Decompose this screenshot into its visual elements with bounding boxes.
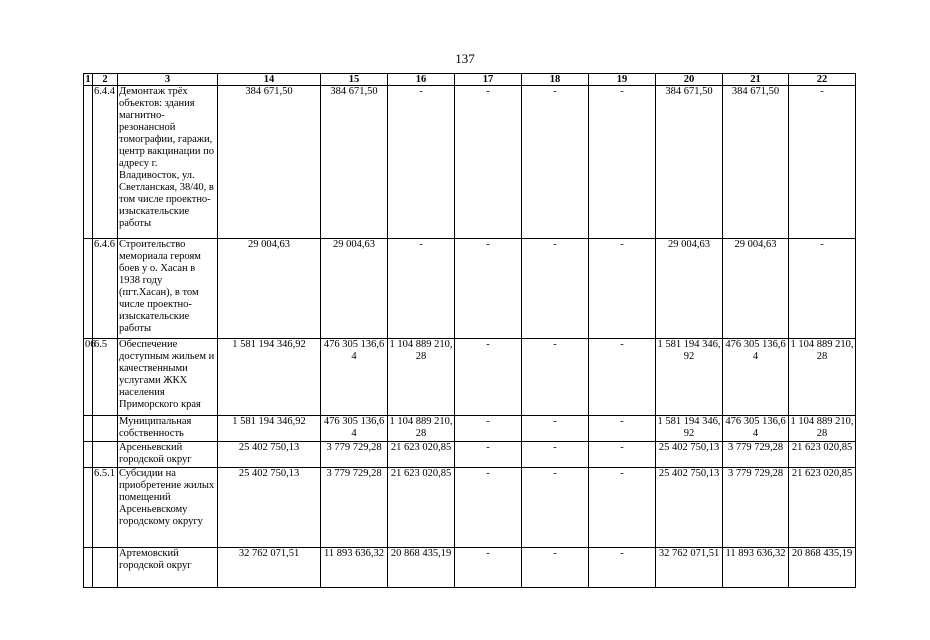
cell-description: Субсидии на приобретение жилых помещений Арсеньевскому городскому округу	[118, 468, 218, 548]
col-header: 2	[93, 74, 118, 86]
cell-value: 29 004,63	[723, 239, 789, 339]
col-header: 16	[388, 74, 455, 86]
cell-value: -	[455, 548, 522, 588]
cell-subcode	[93, 442, 118, 468]
cell-value: -	[522, 86, 589, 239]
cell-value: 25 402 750,13	[218, 468, 321, 548]
cell-value: 476 305 136,64	[723, 339, 789, 416]
cell-value: 1 104 889 210,28	[789, 339, 856, 416]
cell-code	[84, 239, 93, 339]
cell-value: 29 004,63	[656, 239, 723, 339]
cell-value: 384 671,50	[218, 86, 321, 239]
cell-code	[84, 442, 93, 468]
cell-value: -	[455, 339, 522, 416]
cell-value: 20 868 435,19	[789, 548, 856, 588]
cell-value: 384 671,50	[656, 86, 723, 239]
cell-value: -	[522, 548, 589, 588]
cell-value: 21 623 020,85	[789, 468, 856, 548]
cell-value: -	[589, 442, 656, 468]
cell-subcode: 6.5	[93, 339, 118, 416]
cell-value: -	[522, 468, 589, 548]
cell-value: -	[589, 548, 656, 588]
table-row	[84, 239, 856, 339]
col-header: 15	[321, 74, 388, 86]
page-number: 137	[455, 51, 475, 66]
col-header: 1	[85, 74, 91, 85]
cell-value: 25 402 750,13	[656, 442, 723, 468]
cell-value: 11 893 636,32	[723, 548, 789, 588]
cell-value: -	[388, 86, 455, 239]
cell-value: 1 104 889 210,28	[789, 416, 856, 442]
cell-value: -	[388, 239, 455, 339]
cell-code	[84, 416, 93, 442]
cell-value: -	[522, 416, 589, 442]
cell-value: 384 671,50	[321, 86, 388, 239]
col-header: 19	[589, 74, 656, 86]
cell-value: 476 305 136,64	[723, 416, 789, 442]
cell-value: 11 893 636,32	[321, 548, 388, 588]
cell-description: Муниципальная собственность	[118, 416, 218, 442]
cell-code	[84, 468, 93, 548]
cell-value: 1 581 194 346,92	[656, 339, 723, 416]
budget-table	[83, 73, 856, 588]
table-row	[84, 468, 856, 548]
cell-value: -	[589, 468, 656, 548]
col-header: 3	[118, 74, 218, 86]
cell-value: 21 623 020,85	[789, 442, 856, 468]
cell-value: -	[789, 239, 856, 339]
cell-value: 21 623 020,85	[388, 468, 455, 548]
col-header: 17	[455, 74, 522, 86]
cell-description: Строительство мемориала героям боев у о. Хасан в 1938 году (пгт.Хасан), в том числе проектно-изыскательские работы	[118, 239, 218, 339]
table-row	[84, 339, 856, 416]
table-row	[84, 548, 856, 588]
table-row	[84, 442, 856, 468]
cell-value: 21 623 020,85	[388, 442, 455, 468]
table-row	[84, 416, 856, 442]
cell-value: 1 581 194 346,92	[218, 339, 321, 416]
col-header: 14	[218, 74, 321, 86]
cell-value: 3 779 729,28	[321, 442, 388, 468]
cell-value: -	[589, 239, 656, 339]
header-row	[84, 74, 856, 86]
cell-value: 32 762 071,51	[656, 548, 723, 588]
col-header: 22	[789, 74, 856, 86]
cell-subcode: 6.5.1	[93, 468, 118, 548]
cell-value: -	[789, 86, 856, 239]
cell-value: 1 581 194 346,92	[656, 416, 723, 442]
cell-code	[84, 86, 93, 239]
cell-description: Арсеньевский городской округ	[118, 442, 218, 468]
cell-description: Артемовский городской округ	[118, 548, 218, 588]
col-header: 21	[723, 74, 789, 86]
cell-value: -	[455, 86, 522, 239]
cell-value: 476 305 136,64	[321, 416, 388, 442]
cell-subcode: 6.4.4	[93, 86, 118, 239]
cell-code	[84, 548, 93, 588]
cell-value: -	[522, 339, 589, 416]
cell-description: Обеспечение доступным жильем и качественными услугами ЖКХ населения Приморского края	[118, 339, 218, 416]
cell-value: 1 104 889 210,28	[388, 416, 455, 442]
cell-value: 25 402 750,13	[656, 468, 723, 548]
col-header: 18	[522, 74, 589, 86]
cell-value: -	[455, 416, 522, 442]
cell-value: 20 868 435,19	[388, 548, 455, 588]
cell-value: -	[589, 86, 656, 239]
cell-description: Демонтаж трёх объектов: здания магнитно-резонансной томографии, гаражи, центр вакцинации по адресу г. Владивосток, ул. Светланская, 38/40, в том числе проектно-изыскательские работы	[118, 86, 218, 239]
cell-value: -	[522, 239, 589, 339]
cell-value: -	[455, 442, 522, 468]
cell-value: 3 779 729,28	[321, 468, 388, 548]
cell-value: 384 671,50	[723, 86, 789, 239]
cell-value: 476 305 136,64	[321, 339, 388, 416]
cell-value: -	[589, 416, 656, 442]
cell-value: 29 004,63	[218, 239, 321, 339]
cell-value: -	[455, 468, 522, 548]
cell-value: -	[522, 442, 589, 468]
col-header: 20	[656, 74, 723, 86]
cell-subcode	[93, 548, 118, 588]
cell-value: 25 402 750,13	[218, 442, 321, 468]
cell-code: 06	[84, 339, 93, 416]
cell-value: 32 762 071,51	[218, 548, 321, 588]
table-row	[84, 86, 856, 239]
cell-value: 1 581 194 346,92	[218, 416, 321, 442]
cell-value: 3 779 729,28	[723, 442, 789, 468]
cell-subcode: 6.4.6	[93, 239, 118, 339]
cell-value: -	[455, 239, 522, 339]
cell-subcode	[93, 416, 118, 442]
cell-value: 29 004,63	[321, 239, 388, 339]
cell-value: -	[589, 339, 656, 416]
cell-value: 1 104 889 210,28	[388, 339, 455, 416]
cell-value: 3 779 729,28	[723, 468, 789, 548]
